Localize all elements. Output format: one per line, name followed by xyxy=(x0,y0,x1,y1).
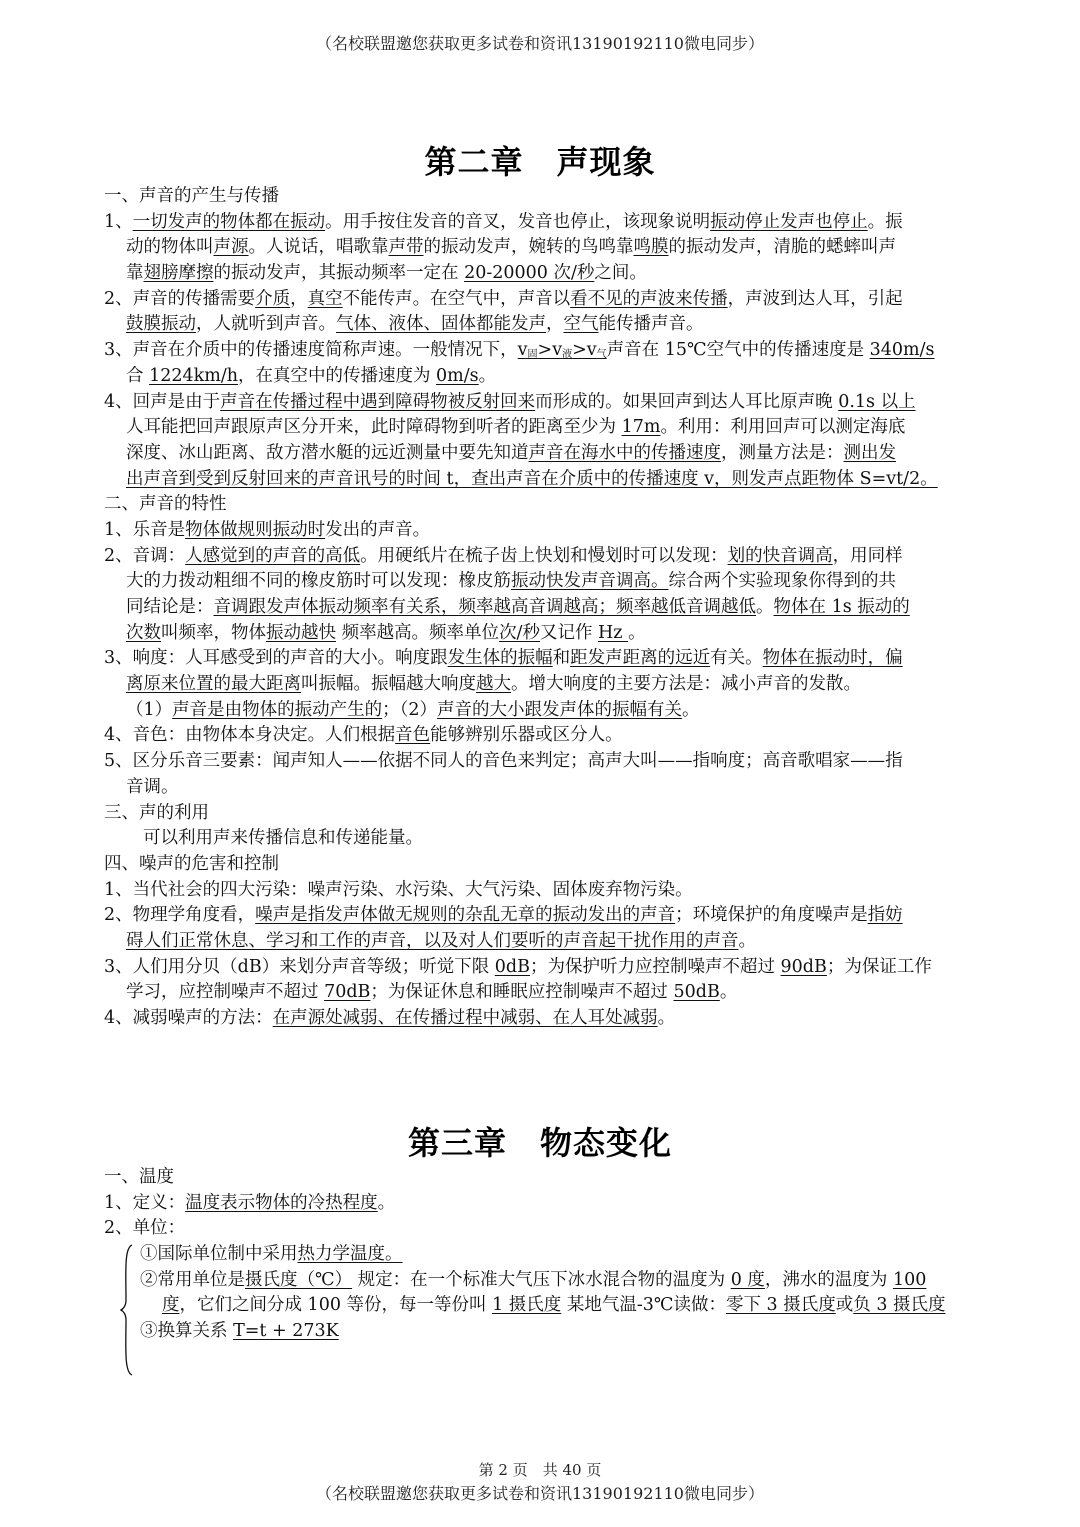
text-line: 大的力拨动粗细不同的橡皮筋时可以发现：橡皮筋振动快发声音调高。综合两个实验现象你得到的共 xyxy=(126,571,896,592)
unit-item: ①国际单位制中采用热力学温度。 xyxy=(140,1244,403,1265)
text-line: 次数叫频率，物体振动越快 频率越高。频率单位次/秒又记作 Hz 。 xyxy=(126,622,646,643)
text-line: 学习，应控制噪声不超过 70dB；为保证休息和睡眠应控制噪声不超过 50dB。 xyxy=(126,982,738,1003)
text-line: 2、声音的传播需要介质，真空不能传声。在空气中，声音以看不见的声波来传播，声波到达人耳，引起 xyxy=(104,288,903,309)
text-line: 音调。 xyxy=(126,776,179,797)
page-number: 第 2 页 共 40 页 xyxy=(478,1461,602,1479)
text-line: 4、音色：由物体本身决定。人们根据音色能够辨别乐器或区分人。 xyxy=(104,725,623,746)
chapter-2-title: 第二章 声现象 xyxy=(424,143,656,181)
text-line: 5、区分乐音三要素：闻声知人——依据不同人的音色来判定；高声大叫——指响度；高音歌唱家——指 xyxy=(104,751,903,772)
text-line: 离原来位置的最大距离叫振幅。振幅越大响度越大。增大响度的主要方法是：减小声音的发散。 xyxy=(126,674,861,695)
unit-list xyxy=(120,1242,994,1377)
text-line: 2、音调：人感觉到的声音的高低。用硬纸片在梳子齿上快划和慢划时可以发现：划的快音调高，用同样 xyxy=(104,545,903,566)
chapter-2-body xyxy=(104,184,994,1032)
section-heading: 四、噪声的危害和控制 xyxy=(104,853,279,874)
text-line: 3、声音在介质中的传播速度简称声速。一般情况下，$v_固>v_液>v_气$声音在 15℃空气中的传播速度是 340m/s xyxy=(104,340,935,361)
section-heading: 二、声音的特性 xyxy=(104,494,227,515)
section-heading: 一、温度 xyxy=(104,1167,174,1187)
text-line: （1）声音是由物体的振动产生的；（2）声音的大小跟发声体的振幅有关。 xyxy=(126,699,700,720)
text-line: 1、当代社会的四大污染：噪声污染、水污染、大气污染、固体废弃物污染。 xyxy=(104,879,693,900)
brace-icon xyxy=(120,1244,134,1376)
text-line: 2、物理学角度看，噪声是指发声体做无规则的杂乱无章的振动发出的声音；环境保护的角度噪声是指妨 xyxy=(104,905,903,926)
unit-item: ②常用单位是摄氏度（℃） 规定：在一个标准大气压下冰水混合物的温度为 0 度，沸水的温度为 100 xyxy=(140,1269,927,1290)
text-line: 深度、冰山距离、敌方潜水艇的远近测量中要先知道声音在海水中的传播速度，测量方法是：测出发 xyxy=(126,442,896,463)
footer-note: （名校联盟邀您获取更多试卷和资讯13190192110微电同步） xyxy=(316,1484,764,1503)
text-line: 1、一切发声的物体都在振动。用手按住发音的音叉，发音也停止，该现象说明振动停止发声也停止。振 xyxy=(104,211,903,232)
text-line: 动的物体叫声源。人说话，唱歌靠声带的振动发声，婉转的鸟鸣靠鸣膜的振动发声，清脆的蟋蟀叫声 xyxy=(126,237,896,258)
chapter-3-body xyxy=(104,1165,994,1377)
text-line: 合 1224km/h，在真空中的传播速度为 0m/s。 xyxy=(126,365,497,386)
text-line: 出声音到受到反射回来的声音讯号的时间 t，查出声音在介质中的传播速度 v，则发声点距物体 S=vt/2。 xyxy=(126,468,938,489)
text-line: 1、定义：温度表示物体的冷热程度。 xyxy=(104,1192,396,1213)
section-heading: 三、声的利用 xyxy=(104,802,209,823)
text-line: 靠翅膀摩擦的振动发声，其振动频率一定在 20-20000 次/秒之间。 xyxy=(126,263,647,284)
text-line: 1、乐音是物体做规则振动时发出的声音。 xyxy=(104,519,431,540)
section-heading: 一、声音的产生与传播 xyxy=(104,186,279,206)
text-line: 3、响度：人耳感受到的声音的大小。响度跟发生体的振幅和距发声距离的远近有关。物体在振动时，偏 xyxy=(104,648,903,669)
text-line: 3、人们用分贝（dB）来划分声音等级；听觉下限 0dB；为保护听力应控制噪声不超过 90dB；为保证工作 xyxy=(104,956,932,977)
unit-item: 度，它们之间分成 100 等份，每一等份叫 1 摄氏度 某地气温-3℃读做：零下 3 摄氏度或负 3 摄氏度 xyxy=(162,1295,946,1316)
text-line: 4、回声是由于声音在传播过程中遇到障碍物被反射回来而形成的。如果回声到达人耳比原声晚 0.1s 以上 xyxy=(104,391,916,412)
text-line: 4、减弱噪声的方法：在声源处减弱、在传播过程中减弱、在人耳处减弱。 xyxy=(104,1008,676,1028)
unit-lines xyxy=(140,1242,946,1345)
text-line: 碍人们正常休息、学习和工作的声音，以及对人们要听的声音起干扰作用的声音。 xyxy=(126,930,756,951)
text-line: 可以利用声来传播信息和传递能量。 xyxy=(143,828,423,849)
text-line: 鼓膜振动，人就听到声音。气体、液体、固体都能发声，空气能传播声音。 xyxy=(126,314,704,335)
chapter-3-title: 第三章 物态变化 xyxy=(407,1124,672,1162)
header-note: （名校联盟邀您获取更多试卷和资讯13190192110微电同步） xyxy=(316,34,764,53)
text-line: 2、单位： xyxy=(104,1218,186,1239)
text-line: 同结论是：音调跟发声体振动频率有关系，频率越高音调越高；频率越低音调越低。物体在 1s 振动的 xyxy=(126,597,910,617)
unit-item: ③换算关系 T=t + 273K xyxy=(140,1321,339,1342)
text-line: 人耳能把回声跟原声区分开来，此时障碍物到听者的距离至少为 17m。利用：利用回声可以测定海底 xyxy=(126,417,906,438)
